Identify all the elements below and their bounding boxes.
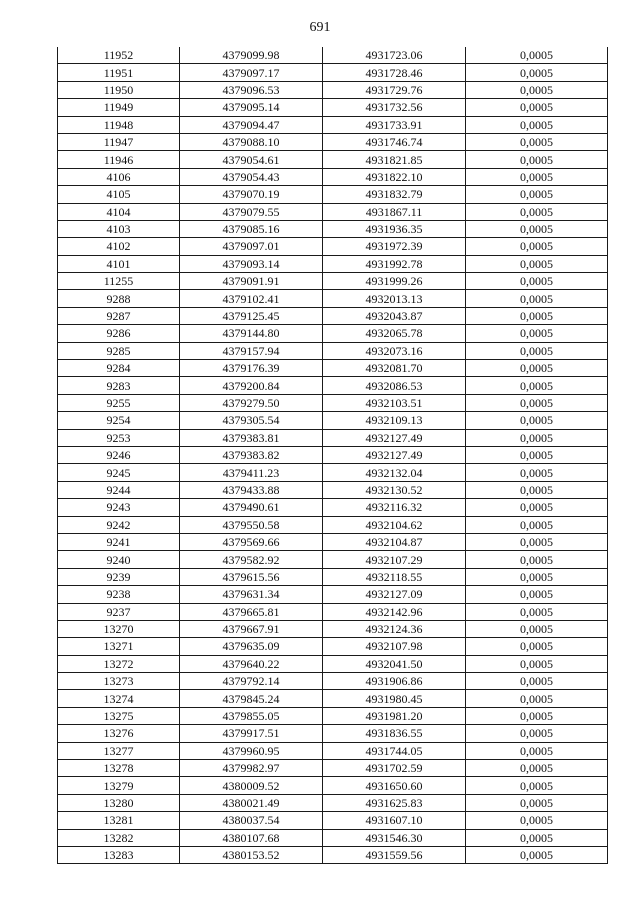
y-coordinate-cell: 4931972.39: [323, 238, 466, 255]
point-number-cell: 13278: [58, 760, 180, 777]
table-row: [58, 203, 608, 220]
y-coordinate-cell: 4931822.10: [323, 168, 466, 185]
point-number-cell: 13281: [58, 812, 180, 829]
y-coordinate-cell: 4931732.56: [323, 99, 466, 116]
point-number-cell: 9245: [58, 464, 180, 481]
accuracy-cell: 0,0005: [466, 464, 608, 481]
accuracy-cell: 0,0005: [466, 568, 608, 585]
y-coordinate-cell: 4932142.96: [323, 603, 466, 620]
y-coordinate-cell: 4931832.79: [323, 186, 466, 203]
x-coordinate-cell: 4379279.50: [180, 394, 323, 411]
accuracy-cell: 0,0005: [466, 603, 608, 620]
x-coordinate-cell: 4379085.16: [180, 220, 323, 237]
table-row: [58, 690, 608, 707]
point-number-cell: 9238: [58, 586, 180, 603]
y-coordinate-cell: 4931981.20: [323, 707, 466, 724]
y-coordinate-cell: 4931746.74: [323, 133, 466, 150]
x-coordinate-cell: 4379097.01: [180, 238, 323, 255]
accuracy-cell: 0,0005: [466, 360, 608, 377]
table-row: [58, 638, 608, 655]
accuracy-cell: 0,0005: [466, 168, 608, 185]
x-coordinate-cell: 4379383.81: [180, 429, 323, 446]
x-coordinate-cell: 4380153.52: [180, 846, 323, 863]
y-coordinate-cell: 4932127.49: [323, 429, 466, 446]
table-row: [58, 829, 608, 846]
x-coordinate-cell: 4379490.61: [180, 499, 323, 516]
accuracy-cell: 0,0005: [466, 151, 608, 168]
point-number-cell: 9240: [58, 551, 180, 568]
point-number-cell: 13272: [58, 655, 180, 672]
table-row: [58, 325, 608, 342]
page-number: 691: [309, 20, 331, 35]
table-row: [58, 707, 608, 724]
x-coordinate-cell: 4379569.66: [180, 533, 323, 550]
accuracy-cell: 0,0005: [466, 760, 608, 777]
table-row: [58, 812, 608, 829]
point-number-cell: 13279: [58, 777, 180, 794]
y-coordinate-cell: 4932041.50: [323, 655, 466, 672]
x-coordinate-cell: 4379097.17: [180, 64, 323, 81]
table-row: [58, 568, 608, 585]
point-number-cell: 9286: [58, 325, 180, 342]
point-number-cell: 11952: [58, 47, 180, 64]
x-coordinate-cell: 4380107.68: [180, 829, 323, 846]
y-coordinate-cell: 4931999.26: [323, 273, 466, 290]
x-coordinate-cell: 4379960.95: [180, 742, 323, 759]
table-row: [58, 273, 608, 290]
point-number-cell: 13271: [58, 638, 180, 655]
y-coordinate-cell: 4932127.49: [323, 446, 466, 463]
accuracy-cell: 0,0005: [466, 290, 608, 307]
table-row: [58, 655, 608, 672]
x-coordinate-cell: 4379615.56: [180, 568, 323, 585]
accuracy-cell: 0,0005: [466, 655, 608, 672]
point-number-cell: 9242: [58, 516, 180, 533]
table-row: [58, 116, 608, 133]
y-coordinate-cell: 4931546.30: [323, 829, 466, 846]
table-row: [58, 586, 608, 603]
accuracy-cell: 0,0005: [466, 481, 608, 498]
y-coordinate-cell: 4932127.09: [323, 586, 466, 603]
table-row: [58, 464, 608, 481]
table-row: [58, 499, 608, 516]
table-row: [58, 342, 608, 359]
table-row: [58, 516, 608, 533]
accuracy-cell: 0,0005: [466, 325, 608, 342]
accuracy-cell: 0,0005: [466, 133, 608, 150]
point-number-cell: 13275: [58, 707, 180, 724]
table-row: [58, 603, 608, 620]
point-number-cell: 4101: [58, 255, 180, 272]
table-row: [58, 47, 608, 64]
x-coordinate-cell: 4379088.10: [180, 133, 323, 150]
x-coordinate-cell: 4379125.45: [180, 307, 323, 324]
y-coordinate-cell: 4932107.29: [323, 551, 466, 568]
y-coordinate-cell: 4931992.78: [323, 255, 466, 272]
x-coordinate-cell: 4379845.24: [180, 690, 323, 707]
y-coordinate-cell: 4932073.16: [323, 342, 466, 359]
accuracy-cell: 0,0005: [466, 499, 608, 516]
point-number-cell: 11951: [58, 64, 180, 81]
point-number-cell: 11948: [58, 116, 180, 133]
y-coordinate-cell: 4932103.51: [323, 394, 466, 411]
table-row: [58, 168, 608, 185]
accuracy-cell: 0,0005: [466, 846, 608, 863]
y-coordinate-cell: 4931559.56: [323, 846, 466, 863]
y-coordinate-cell: 4931906.86: [323, 673, 466, 690]
point-number-cell: 9284: [58, 360, 180, 377]
y-coordinate-cell: 4932104.87: [323, 533, 466, 550]
point-number-cell: 9239: [58, 568, 180, 585]
y-coordinate-cell: 4932086.53: [323, 377, 466, 394]
x-coordinate-cell: 4379582.92: [180, 551, 323, 568]
table-row: [58, 360, 608, 377]
table-row: [58, 412, 608, 429]
point-number-cell: 11946: [58, 151, 180, 168]
accuracy-cell: 0,0005: [466, 273, 608, 290]
y-coordinate-cell: 4931650.60: [323, 777, 466, 794]
y-coordinate-cell: 4932124.36: [323, 620, 466, 637]
table-row: [58, 481, 608, 498]
point-number-cell: 9254: [58, 412, 180, 429]
y-coordinate-cell: 4932132.04: [323, 464, 466, 481]
table-row: [58, 429, 608, 446]
point-number-cell: 13280: [58, 794, 180, 811]
accuracy-cell: 0,0005: [466, 673, 608, 690]
y-coordinate-cell: 4932116.32: [323, 499, 466, 516]
accuracy-cell: 0,0005: [466, 220, 608, 237]
y-coordinate-cell: 4931821.85: [323, 151, 466, 168]
table-row: [58, 81, 608, 98]
accuracy-cell: 0,0005: [466, 47, 608, 64]
y-coordinate-cell: 4932081.70: [323, 360, 466, 377]
x-coordinate-cell: 4379070.19: [180, 186, 323, 203]
x-coordinate-cell: 4379079.55: [180, 203, 323, 220]
y-coordinate-cell: 4931836.55: [323, 725, 466, 742]
accuracy-cell: 0,0005: [466, 620, 608, 637]
table-row: [58, 725, 608, 742]
table-row: [58, 133, 608, 150]
x-coordinate-cell: 4379792.14: [180, 673, 323, 690]
table-row: [58, 846, 608, 863]
x-coordinate-cell: 4379433.88: [180, 481, 323, 498]
table-row: [58, 186, 608, 203]
y-coordinate-cell: 4932109.13: [323, 412, 466, 429]
x-coordinate-cell: 4379305.54: [180, 412, 323, 429]
point-number-cell: 9246: [58, 446, 180, 463]
coordinates-table: [57, 47, 608, 864]
table-row: [58, 533, 608, 550]
table-row: [58, 377, 608, 394]
x-coordinate-cell: 4379144.80: [180, 325, 323, 342]
accuracy-cell: 0,0005: [466, 99, 608, 116]
accuracy-cell: 0,0005: [466, 342, 608, 359]
accuracy-cell: 0,0005: [466, 638, 608, 655]
accuracy-cell: 0,0005: [466, 725, 608, 742]
y-coordinate-cell: 4932118.55: [323, 568, 466, 585]
point-number-cell: 11949: [58, 99, 180, 116]
accuracy-cell: 0,0005: [466, 394, 608, 411]
table-row: [58, 99, 608, 116]
y-coordinate-cell: 4931728.46: [323, 64, 466, 81]
accuracy-cell: 0,0005: [466, 777, 608, 794]
x-coordinate-cell: 4379383.82: [180, 446, 323, 463]
accuracy-cell: 0,0005: [466, 516, 608, 533]
point-number-cell: 11947: [58, 133, 180, 150]
point-number-cell: 9287: [58, 307, 180, 324]
y-coordinate-cell: 4931625.83: [323, 794, 466, 811]
point-number-cell: 9237: [58, 603, 180, 620]
x-coordinate-cell: 4379411.23: [180, 464, 323, 481]
point-number-cell: 13270: [58, 620, 180, 637]
accuracy-cell: 0,0005: [466, 412, 608, 429]
accuracy-cell: 0,0005: [466, 81, 608, 98]
x-coordinate-cell: 4379855.05: [180, 707, 323, 724]
x-coordinate-cell: 4379640.22: [180, 655, 323, 672]
table-row: [58, 220, 608, 237]
y-coordinate-cell: 4931729.76: [323, 81, 466, 98]
y-coordinate-cell: 4932130.52: [323, 481, 466, 498]
accuracy-cell: 0,0005: [466, 429, 608, 446]
table-row: [58, 307, 608, 324]
x-coordinate-cell: 4379635.09: [180, 638, 323, 655]
point-number-cell: 11950: [58, 81, 180, 98]
y-coordinate-cell: 4932107.98: [323, 638, 466, 655]
x-coordinate-cell: 4379091.91: [180, 273, 323, 290]
point-number-cell: 4105: [58, 186, 180, 203]
accuracy-cell: 0,0005: [466, 116, 608, 133]
x-coordinate-cell: 4379094.47: [180, 116, 323, 133]
table-row: [58, 446, 608, 463]
y-coordinate-cell: 4931744.05: [323, 742, 466, 759]
accuracy-cell: 0,0005: [466, 742, 608, 759]
accuracy-cell: 0,0005: [466, 829, 608, 846]
table-row: [58, 673, 608, 690]
accuracy-cell: 0,0005: [466, 186, 608, 203]
point-number-cell: 9253: [58, 429, 180, 446]
accuracy-cell: 0,0005: [466, 64, 608, 81]
point-number-cell: 13273: [58, 673, 180, 690]
accuracy-cell: 0,0005: [466, 446, 608, 463]
x-coordinate-cell: 4379917.51: [180, 725, 323, 742]
y-coordinate-cell: 4931867.11: [323, 203, 466, 220]
accuracy-cell: 0,0005: [466, 690, 608, 707]
accuracy-cell: 0,0005: [466, 238, 608, 255]
x-coordinate-cell: 4379631.34: [180, 586, 323, 603]
x-coordinate-cell: 4379982.97: [180, 760, 323, 777]
accuracy-cell: 0,0005: [466, 707, 608, 724]
x-coordinate-cell: 4379157.94: [180, 342, 323, 359]
y-coordinate-cell: 4932043.87: [323, 307, 466, 324]
point-number-cell: 11255: [58, 273, 180, 290]
x-coordinate-cell: 4379665.81: [180, 603, 323, 620]
point-number-cell: 9283: [58, 377, 180, 394]
table-row: [58, 620, 608, 637]
point-number-cell: 13276: [58, 725, 180, 742]
accuracy-cell: 0,0005: [466, 794, 608, 811]
x-coordinate-cell: 4379095.14: [180, 99, 323, 116]
point-number-cell: 13277: [58, 742, 180, 759]
coordinates-table-body: [58, 47, 608, 864]
y-coordinate-cell: 4932013.13: [323, 290, 466, 307]
y-coordinate-cell: 4932104.62: [323, 516, 466, 533]
point-number-cell: 13283: [58, 846, 180, 863]
x-coordinate-cell: 4380037.54: [180, 812, 323, 829]
point-number-cell: 9288: [58, 290, 180, 307]
point-number-cell: 13274: [58, 690, 180, 707]
x-coordinate-cell: 4379054.43: [180, 168, 323, 185]
accuracy-cell: 0,0005: [466, 203, 608, 220]
table-row: [58, 64, 608, 81]
table-row: [58, 551, 608, 568]
table-row: [58, 777, 608, 794]
point-number-cell: 4104: [58, 203, 180, 220]
x-coordinate-cell: 4379054.61: [180, 151, 323, 168]
point-number-cell: 13282: [58, 829, 180, 846]
point-number-cell: 9244: [58, 481, 180, 498]
accuracy-cell: 0,0005: [466, 812, 608, 829]
y-coordinate-cell: 4931607.10: [323, 812, 466, 829]
point-number-cell: 4103: [58, 220, 180, 237]
table-row: [58, 151, 608, 168]
point-number-cell: 9241: [58, 533, 180, 550]
point-number-cell: 4102: [58, 238, 180, 255]
y-coordinate-cell: 4931936.35: [323, 220, 466, 237]
table-row: [58, 760, 608, 777]
accuracy-cell: 0,0005: [466, 551, 608, 568]
table-row: [58, 742, 608, 759]
point-number-cell: 9255: [58, 394, 180, 411]
x-coordinate-cell: 4379667.91: [180, 620, 323, 637]
x-coordinate-cell: 4379550.58: [180, 516, 323, 533]
x-coordinate-cell: 4379099.98: [180, 47, 323, 64]
table-row: [58, 394, 608, 411]
table-row: [58, 255, 608, 272]
accuracy-cell: 0,0005: [466, 255, 608, 272]
x-coordinate-cell: 4379176.39: [180, 360, 323, 377]
point-number-cell: 9285: [58, 342, 180, 359]
accuracy-cell: 0,0005: [466, 377, 608, 394]
y-coordinate-cell: 4931723.06: [323, 47, 466, 64]
y-coordinate-cell: 4931980.45: [323, 690, 466, 707]
point-number-cell: 9243: [58, 499, 180, 516]
table-row: [58, 238, 608, 255]
x-coordinate-cell: 4380021.49: [180, 794, 323, 811]
accuracy-cell: 0,0005: [466, 586, 608, 603]
y-coordinate-cell: 4932065.78: [323, 325, 466, 342]
x-coordinate-cell: 4379200.84: [180, 377, 323, 394]
accuracy-cell: 0,0005: [466, 533, 608, 550]
y-coordinate-cell: 4931733.91: [323, 116, 466, 133]
x-coordinate-cell: 4380009.52: [180, 777, 323, 794]
accuracy-cell: 0,0005: [466, 307, 608, 324]
table-row: [58, 794, 608, 811]
x-coordinate-cell: 4379102.41: [180, 290, 323, 307]
point-number-cell: 4106: [58, 168, 180, 185]
x-coordinate-cell: 4379093.14: [180, 255, 323, 272]
table-row: [58, 290, 608, 307]
x-coordinate-cell: 4379096.53: [180, 81, 323, 98]
y-coordinate-cell: 4931702.59: [323, 760, 466, 777]
